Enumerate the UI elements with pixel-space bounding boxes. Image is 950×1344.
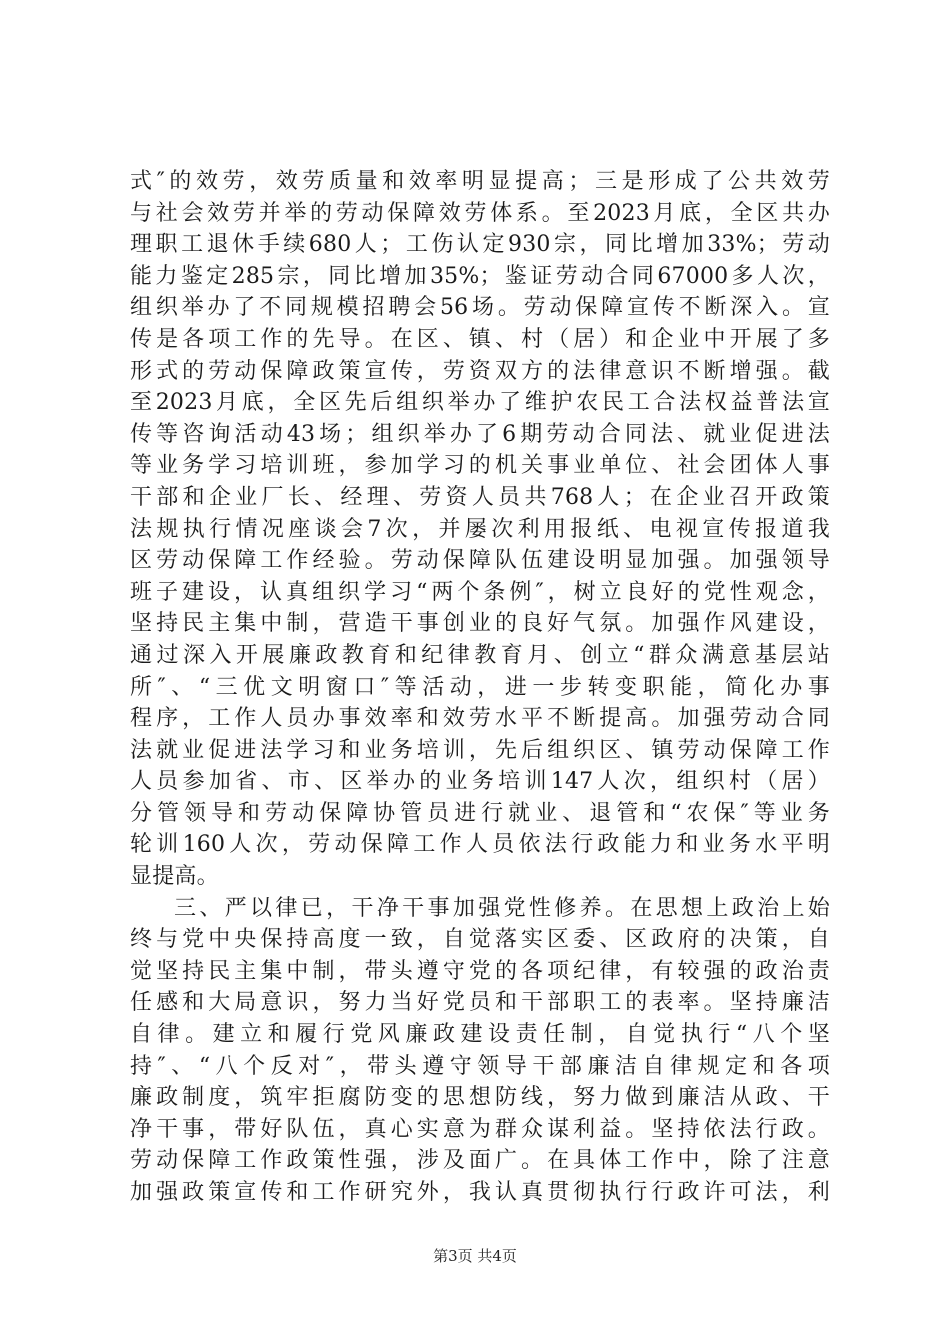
paragraph-end-line: 显提高。 bbox=[130, 864, 219, 890]
text-line: 廉政制度，筑牢拒腐防变的思想防线，努力做到廉洁从政、干 bbox=[130, 1085, 830, 1111]
text-line: 法就业促进法学习和业务培训，先后组织区、镇劳动保障工作 bbox=[130, 737, 830, 763]
text-line: 任感和大局意识，努力当好党员和干部职工的表率。坚持廉洁 bbox=[130, 990, 830, 1016]
text-line: 坚持民主集中制，营造干事创业的良好气氛。加强作风建设， bbox=[130, 611, 830, 637]
text-line: 传等咨询活动43场；组织举办了6期劳动合同法、就业促进法 bbox=[130, 421, 830, 447]
text-line: 传是各项工作的先导。在区、镇、村（居）和企业中开展了多 bbox=[130, 326, 830, 352]
text-line: 能力鉴定285宗，同比增加35%；鉴证劳动合同67000多人次， bbox=[130, 263, 830, 289]
body-text bbox=[130, 166, 830, 1209]
text-line: 与社会效劳并举的劳动保障效劳体系。至2023月底，全区共办 bbox=[130, 200, 830, 226]
text-line: 通过深入开展廉政教育和纪律教育月、创立“群众满意基层站 bbox=[130, 642, 830, 668]
text-line: 干部和企业厂长、经理、劳资人员共768人；在企业召开政策 bbox=[130, 484, 830, 510]
text-line: 分管领导和劳动保障协管员进行就业、退管和“农保″等业务 bbox=[130, 800, 830, 826]
text-line: 区劳动保障工作经验。劳动保障队伍建设明显加强。加强领导 bbox=[130, 548, 830, 574]
text-line: 法规执行情况座谈会7次，并屡次利用报纸、电视宣传报道我 bbox=[130, 516, 830, 542]
text-line: 式″的效劳，效劳质量和效率明显提高；三是形成了公共效劳 bbox=[130, 169, 830, 194]
text-line: 人员参加省、市、区举办的业务培训147人次，组织村（居） bbox=[130, 769, 830, 795]
text-line: 理职工退休手续680人；工伤认定930宗，同比增加33%；劳动 bbox=[130, 232, 830, 258]
text-line: 班子建设，认真组织学习“两个条例″，树立良好的党性观念， bbox=[130, 579, 830, 605]
text-line: 终与党中央保持高度一致，自觉落实区委、区政府的决策，自 bbox=[130, 927, 830, 953]
text-line: 自律。建立和履行党风廉政建设责任制，自觉执行“八个坚 bbox=[130, 1022, 830, 1048]
text-line: 劳动保障工作政策性强，涉及面广。在具体工作中，除了注意 bbox=[130, 1148, 830, 1174]
text-line: 持″、“八个反对″，带头遵守领导干部廉洁自律规定和各项 bbox=[130, 1053, 830, 1079]
text-line: 组织举办了不同规模招聘会56场。劳动保障宣传不断深入。宣 bbox=[130, 295, 830, 321]
text-line: 至2023月底，全区先后组织举办了维护农民工合法权益普法宣 bbox=[130, 390, 830, 416]
text-line: 形式的劳动保障政策宣传，劳资双方的法律意识不断增强。截 bbox=[130, 358, 830, 384]
text-line: 净干事，带好队伍，真心实意为群众谋利益。坚持依法行政。 bbox=[130, 1116, 830, 1142]
text-line: 加强政策宣传和工作研究外，我认真贯彻执行行政许可法，利 bbox=[130, 1180, 830, 1205]
text-line: 所″、“三优文明窗口″等活动，进一步转变职能，简化办事 bbox=[130, 674, 830, 700]
page-number-footer: 第3页 共4页 bbox=[433, 1247, 517, 1265]
text-line: 轮训160人次，劳动保障工作人员依法行政能力和业务水平明 bbox=[130, 832, 830, 858]
paragraph-start-line: 三、严以律已，干净干事加强党性修养。在思想上政治上始 bbox=[174, 895, 830, 921]
text-line: 觉坚持民主集中制，带头遵守党的各项纪律，有较强的政治责 bbox=[130, 958, 830, 984]
text-line: 等业务学习培训班，参加学习的机关事业单位、社会团体人事 bbox=[130, 453, 830, 479]
text-line: 程序，工作人员办事效率和效劳水平不断提高。加强劳动合同 bbox=[130, 706, 830, 732]
